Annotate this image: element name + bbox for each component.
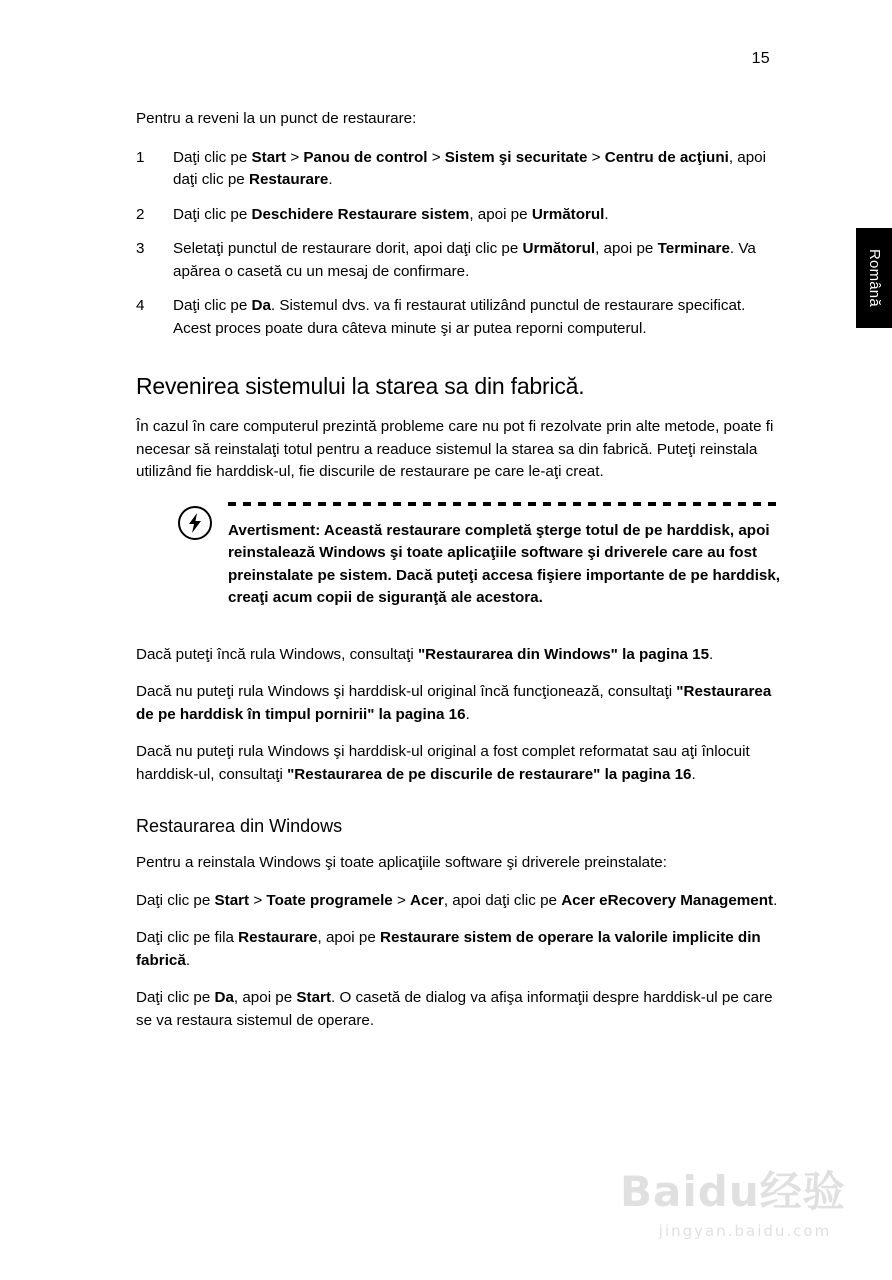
body-text: Daţi clic pe [173,297,252,314]
watermark-main-text: Baidu经验 [620,1167,846,1216]
body-text: > [427,148,445,166]
emphasis-text: Restaurare [248,171,329,188]
body-text: Seletaţi punctul de restaurare dorit, apoi daţi clic pe [173,240,523,257]
body-text: > [286,148,304,166]
body-text: . [185,951,191,969]
numbered-step [136,204,782,227]
body-text: , apoi pe [595,240,658,257]
section-heading: Revenirea sistemului la starea sa din fabrică. [136,373,585,399]
emphasis-text: "Restaurarea de pe discurile de restaurare" la pagina 16 [287,765,692,783]
emphasis-text: Panou de control [303,148,428,166]
emphasis-text: Sistem şi securitate [444,148,588,166]
body-text: . O casetă de dialog va afişa informaţii despre harddisk-ul pe care se va restaura sistemul de operare. [136,989,773,1029]
warning-lightning-icon [178,506,212,540]
step-text [173,238,782,283]
body-text: > [587,148,605,166]
language-side-tab-label: Română [866,249,883,307]
step-text [173,204,782,227]
body-text: . [465,705,470,723]
step-number: 3 [136,240,145,257]
page-number: 15 [751,50,770,67]
warning-divider [228,502,782,506]
emphasis-text: Deschidere Restaurare sistem [251,205,470,223]
page-content [136,108,782,1047]
body-text: . [773,891,778,909]
emphasis-text: Da [251,297,271,314]
section-body-paragraph: În cazul în care computerul prezintă probleme care nu pot fi rezolvate prin alte metode, poate fi necesar să reinstalaţi totul pentru a readuce sistemul la starea sa din fabrică. Puteţi reinstala utilizând fie harddisk-ul, fie discurile de restaurare pe care le-aţi creat. [136,418,774,480]
step-number: 1 [136,148,145,166]
watermark-sub-text: jingyan.baidu.com [658,1222,832,1240]
step-number: 4 [136,297,145,314]
emphasis-text: Toate programele [266,891,393,909]
numbered-step [136,295,782,340]
cross-reference-paragraph [136,644,782,667]
emphasis-text: Următorul [522,240,596,257]
warning-text: Avertisment: Această restaurare completă şterge totul de pe harddisk, apoi reinstalează Windows şi toate aplicaţiile software şi driverele care au fost preinstalate pe sistem. Dacă puteţi accesa fişiere importante de pe harddisk, creaţi acum copii de siguranţă ale acestora. [228,521,781,606]
body-text: . Sistemul dvs. va fi restaurat utilizând punctul de restaurare specificat. Acest proces poate dura câteva minute şi ar putea reporni computerul. [173,297,746,337]
body-text: , apoi pe [317,929,380,946]
intro-paragraph: Pentru a reveni la un punct de restaurare: [136,110,417,127]
instruction-paragraph [136,987,782,1032]
instruction-paragraph [136,927,782,972]
body-text: Dacă nu puteţi rula Windows şi harddisk-ul original încă funcţionează, consultaţi [136,683,677,700]
body-text: Dacă nu puteţi rula Windows şi harddisk-ul original a fost complet reformatat sau aţi înlocuit harddisk-ul, consultaţi [136,743,750,783]
body-text: Daţi clic pe [136,891,215,909]
body-text: > [392,891,411,909]
body-text: Daţi clic pe [173,148,252,166]
step-text [173,295,782,340]
emphasis-text: Acer eRecovery Management [561,891,774,909]
body-text: Daţi clic pe [136,989,215,1006]
emphasis-text: Acer [410,891,444,909]
emphasis-text: Da [214,989,234,1006]
body-text: . [604,205,609,223]
emphasis-text: Start [251,148,287,166]
emphasis-text: "Restaurarea din Windows" la pagina 15 [417,645,710,663]
cross-reference-paragraph [136,741,782,786]
warning-block [136,502,782,622]
body-text: Daţi clic pe [173,205,252,223]
body-text: Dacă puteţi încă rula Windows, consultaţi [136,645,418,663]
body-text: . [709,645,714,663]
emphasis-text: "Restaurarea de pe harddisk în timpul pornirii" la pagina 16 [136,683,772,723]
body-text: . [691,765,696,783]
body-text: . [328,171,333,188]
windows-restore-steps [136,890,782,1033]
body-text: Daţi clic pe fila [136,929,239,946]
numbered-step [136,238,782,283]
cross-reference-paragraph [136,681,782,726]
emphasis-text: Terminare [657,240,730,257]
subsection-heading: Restaurarea din Windows [136,816,343,836]
instruction-paragraph [136,890,782,913]
body-text: . Va apărea o casetă cu un mesaj de confirmare. [173,240,756,280]
emphasis-text: Următorul [531,205,605,223]
restore-point-steps-list [136,147,782,341]
cross-reference-list [136,644,782,787]
emphasis-text: Restaurare [238,929,318,946]
subsection-intro: Pentru a reinstala Windows şi toate aplicaţiile software şi driverele preinstalate: [136,854,667,871]
body-text: , apoi pe [469,205,532,223]
emphasis-text: Centru de acţiuni [604,148,729,166]
numbered-step [136,147,782,192]
emphasis-text: Start [214,891,250,909]
body-text: , apoi daţi clic pe [173,148,766,188]
step-number: 2 [136,205,145,223]
emphasis-text: Start [296,989,332,1006]
body-text: , apoi daţi clic pe [443,891,562,909]
language-side-tab [856,228,892,328]
step-text [173,147,782,192]
emphasis-text: Restaurare sistem de operare la valorile implicite din fabrică [136,929,761,969]
body-text: > [249,891,267,909]
watermark [620,1168,870,1258]
body-text: , apoi pe [233,989,297,1006]
